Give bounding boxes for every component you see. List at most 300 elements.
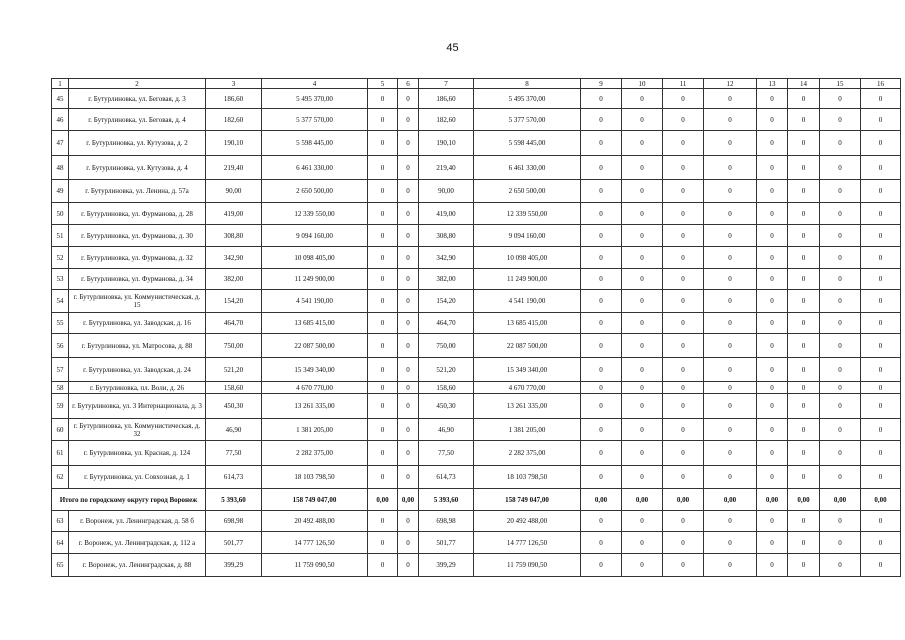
value-cell: 0 xyxy=(663,225,704,247)
row-number: 60 xyxy=(52,419,69,441)
value-cell: 9 094 160,00 xyxy=(262,225,368,247)
value-cell: 0 xyxy=(704,554,757,577)
value-cell: 0 xyxy=(820,532,861,554)
total-row xyxy=(52,489,901,511)
value-cell: 0 xyxy=(368,419,398,441)
value-cell: 0 xyxy=(820,441,861,466)
table-row xyxy=(52,313,901,334)
header-row xyxy=(52,79,901,89)
value-cell: 2 282 375,00 xyxy=(262,441,368,466)
value-cell: 308,80 xyxy=(419,225,474,247)
value-cell: 0 xyxy=(398,313,419,334)
value-cell: 521,20 xyxy=(419,358,474,382)
value-cell: 0 xyxy=(581,419,622,441)
value-cell: 0 xyxy=(788,225,820,247)
table-row xyxy=(52,247,901,269)
value-cell: 0 xyxy=(704,313,757,334)
value-cell: 5 495 370,00 xyxy=(262,89,368,109)
total-value-cell: 0,00 xyxy=(757,489,788,511)
value-cell: 0 xyxy=(757,313,788,334)
value-cell: 12 339 550,00 xyxy=(262,203,368,225)
value-cell: 0 xyxy=(581,358,622,382)
value-cell: 0 xyxy=(663,441,704,466)
value-cell: 0 xyxy=(757,180,788,203)
value-cell: 0 xyxy=(820,225,861,247)
value-cell: 0 xyxy=(861,290,901,313)
value-cell: 0 xyxy=(663,466,704,489)
value-cell: 0 xyxy=(398,269,419,290)
value-cell: 0 xyxy=(398,382,419,394)
value-cell: 11 249 900,00 xyxy=(474,269,581,290)
value-cell: 1 381 205,00 xyxy=(262,419,368,441)
value-cell: 0 xyxy=(398,394,419,419)
value-cell: 0 xyxy=(368,394,398,419)
column-header: 11 xyxy=(663,79,704,89)
value-cell: 419,00 xyxy=(419,203,474,225)
value-cell: 0 xyxy=(788,382,820,394)
column-header: 14 xyxy=(788,79,820,89)
value-cell: 0 xyxy=(861,554,901,577)
table-row xyxy=(52,441,901,466)
value-cell: 0 xyxy=(757,466,788,489)
value-cell: 219,40 xyxy=(206,156,262,180)
value-cell: 0 xyxy=(788,89,820,109)
value-cell: 2 282 375,00 xyxy=(474,441,581,466)
value-cell: 77,50 xyxy=(206,441,262,466)
value-cell: 0 xyxy=(757,554,788,577)
address-cell: г. Бутурлиновка, ул. Фурманова, д. 34 xyxy=(69,269,206,290)
value-cell: 46,90 xyxy=(206,419,262,441)
row-number: 51 xyxy=(52,225,69,247)
value-cell: 0 xyxy=(757,225,788,247)
value-cell: 0 xyxy=(622,382,663,394)
value-cell: 14 777 126,50 xyxy=(474,532,581,554)
value-cell: 4 541 190,00 xyxy=(262,290,368,313)
value-cell: 5 598 445,00 xyxy=(262,131,368,156)
row-number: 58 xyxy=(52,382,69,394)
value-cell: 0 xyxy=(861,203,901,225)
value-cell: 0 xyxy=(861,441,901,466)
value-cell: 0 xyxy=(622,269,663,290)
value-cell: 614,73 xyxy=(419,466,474,489)
value-cell: 0 xyxy=(861,89,901,109)
column-header: 8 xyxy=(474,79,581,89)
value-cell: 0 xyxy=(622,156,663,180)
value-cell: 0 xyxy=(757,269,788,290)
value-cell: 501,77 xyxy=(206,532,262,554)
value-cell: 182,60 xyxy=(419,109,474,131)
value-cell: 14 777 126,50 xyxy=(262,532,368,554)
address-cell: г. Бутурлиновка, ул. 3 Интернационала, д. 3 xyxy=(69,394,206,419)
value-cell: 0 xyxy=(757,247,788,269)
value-cell: 0 xyxy=(704,382,757,394)
value-cell: 464,70 xyxy=(419,313,474,334)
value-cell: 0 xyxy=(861,394,901,419)
value-cell: 0 xyxy=(788,511,820,532)
value-cell: 0 xyxy=(820,290,861,313)
address-cell: г. Бутурлиновка, ул. Заводская, д. 24 xyxy=(69,358,206,382)
value-cell: 12 339 550,00 xyxy=(474,203,581,225)
value-cell: 0 xyxy=(788,131,820,156)
value-cell: 0 xyxy=(368,382,398,394)
value-cell: 0 xyxy=(622,419,663,441)
value-cell: 0 xyxy=(820,131,861,156)
column-header: 2 xyxy=(69,79,206,89)
value-cell: 0 xyxy=(704,247,757,269)
value-cell: 0 xyxy=(820,382,861,394)
value-cell: 0 xyxy=(757,131,788,156)
value-cell: 0 xyxy=(581,180,622,203)
value-cell: 154,20 xyxy=(206,290,262,313)
address-cell: г. Бутурлиновка, ул. Кутузова, д. 4 xyxy=(69,156,206,180)
value-cell: 0 xyxy=(622,554,663,577)
value-cell: 342,90 xyxy=(419,247,474,269)
value-cell: 0 xyxy=(861,511,901,532)
value-cell: 13 685 415,00 xyxy=(474,313,581,334)
value-cell: 0 xyxy=(581,109,622,131)
address-cell: г. Бутурлиновка, ул. Беговая, д. 4 xyxy=(69,109,206,131)
value-cell: 0 xyxy=(581,382,622,394)
value-cell: 6 461 330,00 xyxy=(262,156,368,180)
value-cell: 399,29 xyxy=(419,554,474,577)
value-cell: 0 xyxy=(368,131,398,156)
value-cell: 0 xyxy=(704,290,757,313)
value-cell: 0 xyxy=(581,89,622,109)
address-cell: г. Бутурлиновка, ул. Коммунистическая, д. 32 xyxy=(69,419,206,441)
value-cell: 0 xyxy=(398,109,419,131)
value-cell: 6 461 330,00 xyxy=(474,156,581,180)
value-cell: 0 xyxy=(581,225,622,247)
value-cell: 15 349 340,00 xyxy=(262,358,368,382)
total-value-cell: 0,00 xyxy=(861,489,901,511)
value-cell: 77,50 xyxy=(419,441,474,466)
value-cell: 0 xyxy=(757,441,788,466)
value-cell: 0 xyxy=(622,131,663,156)
value-cell: 0 xyxy=(368,180,398,203)
value-cell: 0 xyxy=(788,394,820,419)
value-cell: 0 xyxy=(820,180,861,203)
value-cell: 750,00 xyxy=(206,334,262,358)
value-cell: 0 xyxy=(704,466,757,489)
value-cell: 0 xyxy=(820,419,861,441)
value-cell: 0 xyxy=(368,358,398,382)
value-cell: 20 492 488,00 xyxy=(262,511,368,532)
address-cell: г. Воронеж, ул. Ленинградская, д. 88 xyxy=(69,554,206,577)
value-cell: 0 xyxy=(368,511,398,532)
data-table xyxy=(51,78,901,577)
value-cell: 0 xyxy=(757,109,788,131)
row-number: 56 xyxy=(52,334,69,358)
column-header: 13 xyxy=(757,79,788,89)
value-cell: 308,80 xyxy=(206,225,262,247)
address-cell: г. Воронеж, ул. Ленинградская, д. 58 б xyxy=(69,511,206,532)
value-cell: 0 xyxy=(663,334,704,358)
row-number: 57 xyxy=(52,358,69,382)
value-cell: 0 xyxy=(368,203,398,225)
total-value-cell: 5 393,60 xyxy=(419,489,474,511)
table-row xyxy=(52,156,901,180)
value-cell: 0 xyxy=(757,419,788,441)
value-cell: 5 598 445,00 xyxy=(474,131,581,156)
table-row xyxy=(52,382,901,394)
value-cell: 0 xyxy=(788,441,820,466)
value-cell: 0 xyxy=(757,203,788,225)
value-cell: 0 xyxy=(622,225,663,247)
value-cell: 0 xyxy=(368,156,398,180)
value-cell: 18 103 798,50 xyxy=(474,466,581,489)
column-header: 16 xyxy=(861,79,901,89)
value-cell: 0 xyxy=(704,334,757,358)
value-cell: 154,20 xyxy=(419,290,474,313)
value-cell: 0 xyxy=(663,532,704,554)
row-number: 62 xyxy=(52,466,69,489)
value-cell: 0 xyxy=(861,532,901,554)
column-header: 6 xyxy=(398,79,419,89)
value-cell: 13 685 415,00 xyxy=(262,313,368,334)
address-cell: г. Бутурлиновка, ул. Красная, д. 124 xyxy=(69,441,206,466)
value-cell: 0 xyxy=(820,269,861,290)
table-row xyxy=(52,290,901,313)
value-cell: 11 759 090,50 xyxy=(262,554,368,577)
value-cell: 0 xyxy=(622,247,663,269)
row-number: 64 xyxy=(52,532,69,554)
value-cell: 11 249 900,00 xyxy=(262,269,368,290)
row-number: 52 xyxy=(52,247,69,269)
value-cell: 0 xyxy=(757,334,788,358)
value-cell: 0 xyxy=(368,225,398,247)
value-cell: 0 xyxy=(704,358,757,382)
value-cell: 0 xyxy=(820,394,861,419)
value-cell: 5 495 370,00 xyxy=(474,89,581,109)
value-cell: 0 xyxy=(788,358,820,382)
value-cell: 190,10 xyxy=(206,131,262,156)
value-cell: 0 xyxy=(788,532,820,554)
value-cell: 0 xyxy=(622,334,663,358)
value-cell: 0 xyxy=(581,203,622,225)
value-cell: 0 xyxy=(757,394,788,419)
value-cell: 698,98 xyxy=(206,511,262,532)
value-cell: 0 xyxy=(398,290,419,313)
total-value-cell: 0,00 xyxy=(581,489,622,511)
value-cell: 0 xyxy=(861,269,901,290)
value-cell: 0 xyxy=(368,554,398,577)
address-cell: г. Бутурлиновка, ул. Фурманова, д. 32 xyxy=(69,247,206,269)
value-cell: 0 xyxy=(398,441,419,466)
value-cell: 0 xyxy=(820,334,861,358)
value-cell: 182,60 xyxy=(206,109,262,131)
value-cell: 0 xyxy=(368,247,398,269)
table-row xyxy=(52,554,901,577)
value-cell: 0 xyxy=(622,441,663,466)
value-cell: 0 xyxy=(704,131,757,156)
value-cell: 190,10 xyxy=(419,131,474,156)
value-cell: 0 xyxy=(663,394,704,419)
value-cell: 0 xyxy=(788,180,820,203)
value-cell: 0 xyxy=(788,109,820,131)
value-cell: 0 xyxy=(622,394,663,419)
value-cell: 0 xyxy=(368,109,398,131)
value-cell: 0 xyxy=(398,225,419,247)
value-cell: 0 xyxy=(788,247,820,269)
value-cell: 0 xyxy=(861,109,901,131)
value-cell: 0 xyxy=(820,203,861,225)
row-number: 46 xyxy=(52,109,69,131)
value-cell: 0 xyxy=(788,290,820,313)
address-cell: г. Бутурлиновка, ул. Беговая, д. 3 xyxy=(69,89,206,109)
value-cell: 0 xyxy=(788,419,820,441)
value-cell: 0 xyxy=(861,382,901,394)
value-cell: 0 xyxy=(861,466,901,489)
value-cell: 10 098 405,00 xyxy=(262,247,368,269)
row-number: 61 xyxy=(52,441,69,466)
row-number: 63 xyxy=(52,511,69,532)
column-header: 1 xyxy=(52,79,69,89)
value-cell: 5 377 570,00 xyxy=(262,109,368,131)
table-row xyxy=(52,358,901,382)
table-row xyxy=(52,180,901,203)
value-cell: 0 xyxy=(757,358,788,382)
table-row xyxy=(52,394,901,419)
value-cell: 382,00 xyxy=(206,269,262,290)
table-row xyxy=(52,511,901,532)
value-cell: 22 087 500,00 xyxy=(262,334,368,358)
value-cell: 0 xyxy=(663,156,704,180)
table-row xyxy=(52,334,901,358)
value-cell: 0 xyxy=(581,554,622,577)
value-cell: 0 xyxy=(704,203,757,225)
page-number: 45 xyxy=(446,42,459,54)
value-cell: 0 xyxy=(663,290,704,313)
value-cell: 0 xyxy=(704,269,757,290)
value-cell: 0 xyxy=(622,89,663,109)
row-number: 55 xyxy=(52,313,69,334)
column-header: 10 xyxy=(622,79,663,89)
value-cell: 750,00 xyxy=(419,334,474,358)
value-cell: 0 xyxy=(622,511,663,532)
value-cell: 342,90 xyxy=(206,247,262,269)
value-cell: 0 xyxy=(622,109,663,131)
table-row xyxy=(52,419,901,441)
value-cell: 0 xyxy=(820,358,861,382)
total-value-cell: 158 749 047,00 xyxy=(262,489,368,511)
value-cell: 13 261 335,00 xyxy=(474,394,581,419)
value-cell: 0 xyxy=(820,511,861,532)
value-cell: 0 xyxy=(398,89,419,109)
value-cell: 0 xyxy=(581,247,622,269)
value-cell: 0 xyxy=(788,203,820,225)
value-cell: 0 xyxy=(581,131,622,156)
value-cell: 0 xyxy=(368,532,398,554)
value-cell: 0 xyxy=(704,180,757,203)
table-body xyxy=(52,79,901,577)
value-cell: 0 xyxy=(663,109,704,131)
address-cell: г. Бутурлиновка, пл. Воли, д. 26 xyxy=(69,382,206,394)
value-cell: 0 xyxy=(820,554,861,577)
value-cell: 0 xyxy=(704,156,757,180)
value-cell: 0 xyxy=(820,89,861,109)
value-cell: 219,40 xyxy=(419,156,474,180)
value-cell: 0 xyxy=(368,313,398,334)
value-cell: 0 xyxy=(368,290,398,313)
value-cell: 0 xyxy=(368,89,398,109)
table-row xyxy=(52,203,901,225)
row-number: 59 xyxy=(52,394,69,419)
value-cell: 0 xyxy=(398,511,419,532)
value-cell: 0 xyxy=(663,358,704,382)
value-cell: 0 xyxy=(622,180,663,203)
value-cell: 0 xyxy=(788,269,820,290)
value-cell: 20 492 488,00 xyxy=(474,511,581,532)
value-cell: 0 xyxy=(622,313,663,334)
row-number: 48 xyxy=(52,156,69,180)
value-cell: 2 650 500,00 xyxy=(262,180,368,203)
value-cell: 0 xyxy=(757,290,788,313)
value-cell: 0 xyxy=(788,156,820,180)
value-cell: 0 xyxy=(581,532,622,554)
total-value-cell: 0,00 xyxy=(622,489,663,511)
value-cell: 0 xyxy=(398,358,419,382)
table-row xyxy=(52,532,901,554)
value-cell: 9 094 160,00 xyxy=(474,225,581,247)
table-row xyxy=(52,466,901,489)
value-cell: 0 xyxy=(663,131,704,156)
value-cell: 0 xyxy=(368,441,398,466)
value-cell: 0 xyxy=(788,554,820,577)
value-cell: 450,30 xyxy=(206,394,262,419)
value-cell: 15 349 340,00 xyxy=(474,358,581,382)
address-cell: г. Бутурлиновка, ул. Заводская, д. 16 xyxy=(69,313,206,334)
value-cell: 0 xyxy=(757,89,788,109)
total-value-cell: 0,00 xyxy=(663,489,704,511)
value-cell: 0 xyxy=(704,532,757,554)
total-value-cell: 5 393,60 xyxy=(206,489,262,511)
value-cell: 614,73 xyxy=(206,466,262,489)
value-cell: 0 xyxy=(368,334,398,358)
value-cell: 0 xyxy=(622,532,663,554)
value-cell: 0 xyxy=(622,290,663,313)
value-cell: 4 541 190,00 xyxy=(474,290,581,313)
value-cell: 0 xyxy=(663,269,704,290)
value-cell: 0 xyxy=(398,180,419,203)
value-cell: 0 xyxy=(398,247,419,269)
value-cell: 90,00 xyxy=(419,180,474,203)
total-value-cell: 0,00 xyxy=(398,489,419,511)
value-cell: 0 xyxy=(757,511,788,532)
row-number: 53 xyxy=(52,269,69,290)
total-value-cell: 0,00 xyxy=(368,489,398,511)
column-header: 12 xyxy=(704,79,757,89)
value-cell: 0 xyxy=(861,156,901,180)
value-cell: 0 xyxy=(581,156,622,180)
address-cell: г. Бутурлиновка, ул. Совхозная, д. 1 xyxy=(69,466,206,489)
value-cell: 186,60 xyxy=(419,89,474,109)
value-cell: 4 670 770,00 xyxy=(474,382,581,394)
value-cell: 0 xyxy=(581,466,622,489)
column-header: 5 xyxy=(368,79,398,89)
value-cell: 0 xyxy=(704,511,757,532)
value-cell: 450,30 xyxy=(419,394,474,419)
value-cell: 0 xyxy=(704,419,757,441)
value-cell: 158,60 xyxy=(206,382,262,394)
value-cell: 0 xyxy=(581,394,622,419)
value-cell: 158,60 xyxy=(419,382,474,394)
value-cell: 382,00 xyxy=(419,269,474,290)
value-cell: 90,00 xyxy=(206,180,262,203)
value-cell: 521,20 xyxy=(206,358,262,382)
value-cell: 464,70 xyxy=(206,313,262,334)
value-cell: 0 xyxy=(663,89,704,109)
value-cell: 0 xyxy=(704,109,757,131)
